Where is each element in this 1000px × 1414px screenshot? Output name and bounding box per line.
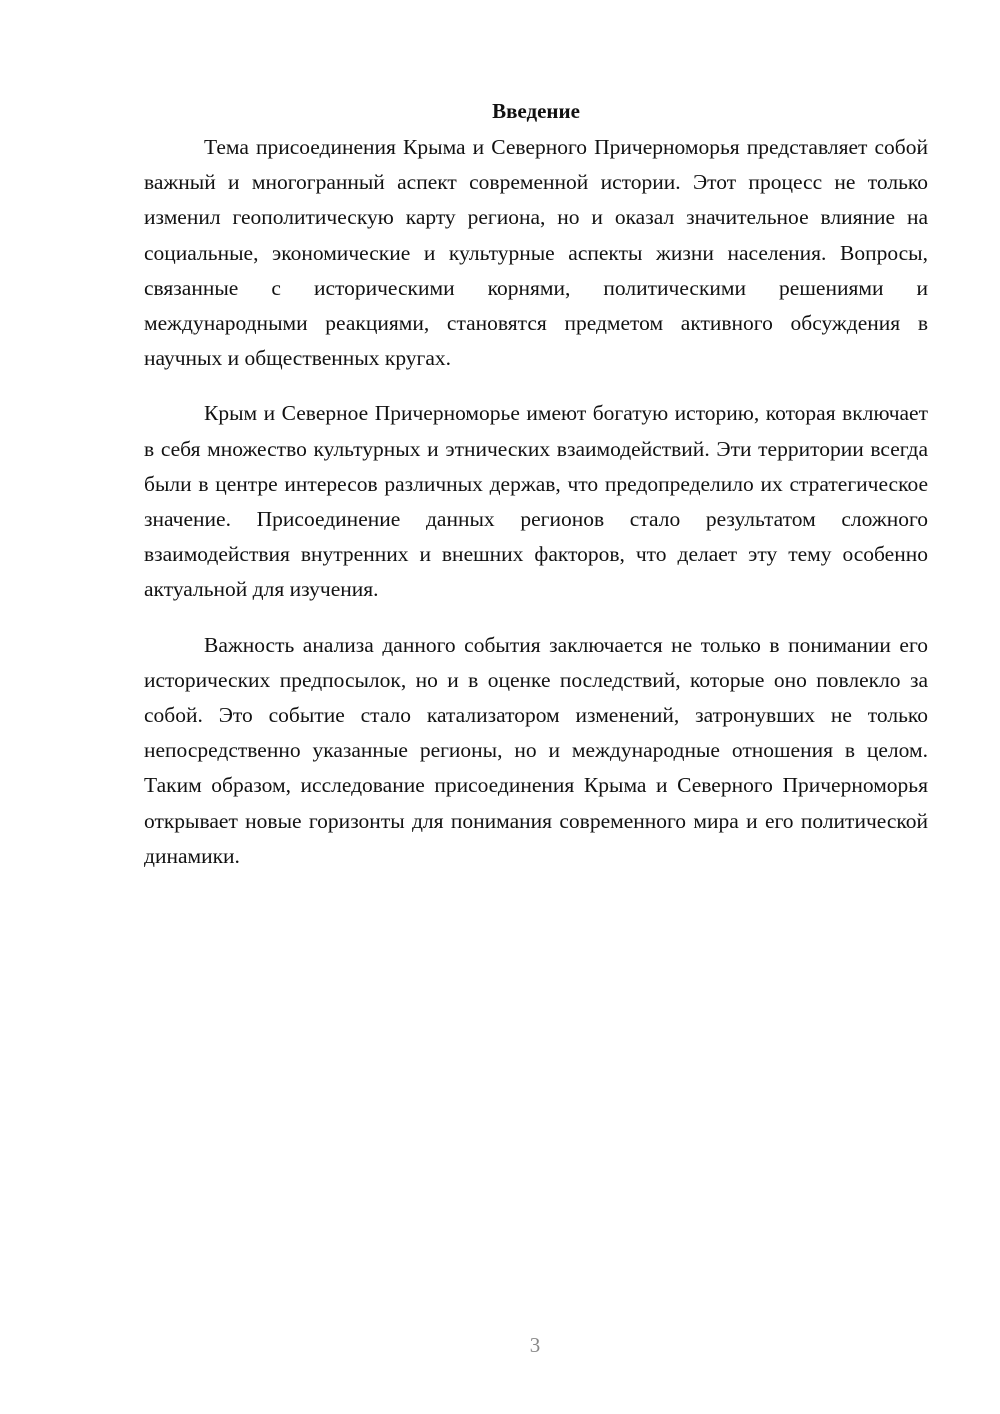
page-number: 3 bbox=[529, 1333, 541, 1357]
paragraph-1: Тема присоединения Крыма и Северного Причерноморья представляет собой важный и многогранный аспект современной истории. Этот процесс не только изменил геополитическую карту региона, но и оказал значительное влияние на социальные, экономические и культурные аспекты жизни населения. Вопросы, связанные с историческими корнями, политическими решениями и международными реакциями, становятся предметом активного обсуждения в научных и общественных кругах. bbox=[144, 135, 928, 371]
section-heading: Введение bbox=[492, 99, 580, 123]
paragraph-3: Важность анализа данного события заключается не только в понимании его исторических предпосылок, но и в оценке последствий, которые оно повлекло за собой. Это событие стало катализатором изменений, затронувших не только непосредственно указанные регионы, но и международные отношения в целом. Таким образом, исследование присоединения Крыма и Северного Причерноморья открывает новые горизонты для понимания современного мира и его политической динамики. bbox=[144, 632, 928, 868]
paragraph-2: Крым и Северное Причерноморье имеют богатую историю, которая включает в себя множество культурных и этнических взаимодействий. Эти территории всегда были в центре интересов различных держав, что предопределило их стратегическое значение. Присоединение данных регионов стало результатом сложного взаимодействия внутренних и внешних факторов, что делает эту тему особенно актуальной для изучения. bbox=[144, 401, 928, 602]
page-content bbox=[144, 96, 928, 874]
